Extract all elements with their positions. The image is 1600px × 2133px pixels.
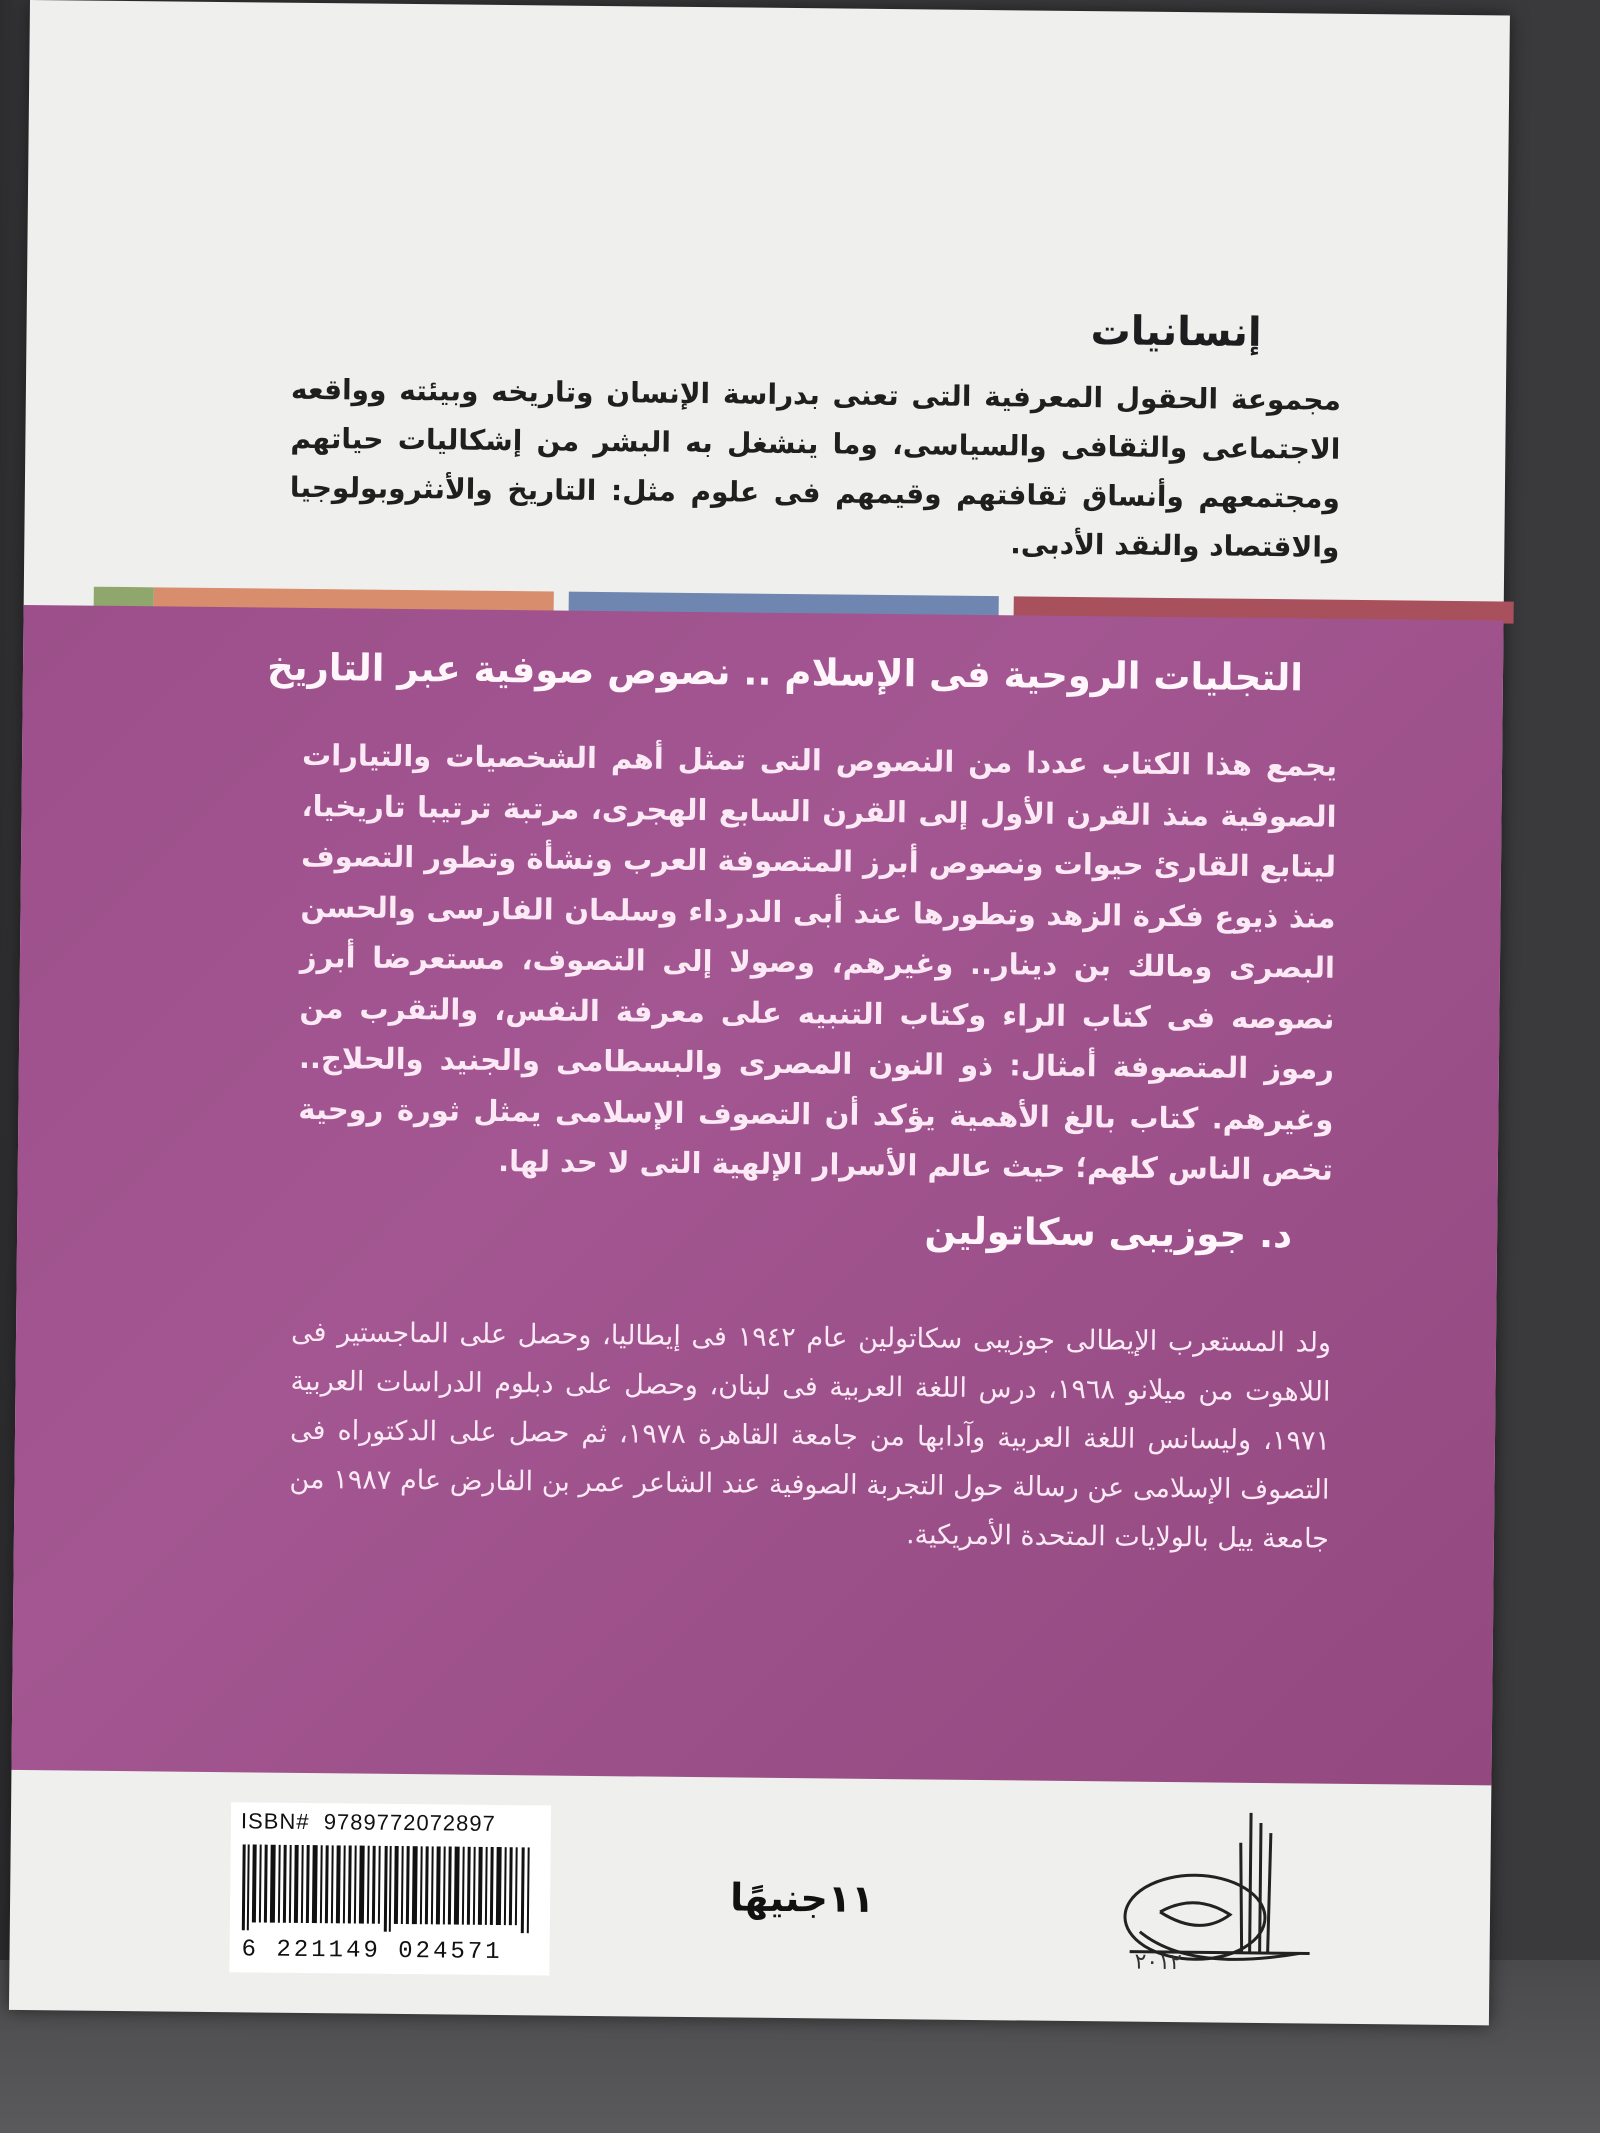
- isbn-line: [241, 1808, 496, 1837]
- purple-panel: [11, 605, 1503, 1785]
- barcode-label: [229, 1802, 551, 1975]
- publisher-year: ٢٠١٢: [1134, 1949, 1182, 1976]
- barcode-bars: [238, 1844, 539, 1933]
- isbn-label: ISBN#: [240, 1808, 310, 1835]
- barcode-number: 6 221149 024571: [241, 1936, 503, 1967]
- book-title: التجليات الروحية فى الإسلام .. نصوص صوفية عبر التاريخ: [266, 645, 1304, 700]
- isbn-number: 9789772072897: [323, 1809, 496, 1836]
- author-name: د. جوزيبى سكاتولين: [924, 1209, 1293, 1257]
- book-description: يجمع هذا الكتاب عددا من النصوص التى تمثل أهم الشخصيات والتيارات الصوفية منذ القرن الأول إلى القرن السابع الهجرى، مرتبة ترتيبا تاريخيا، ليتابع القارئ حيوات ونصوص أبرز المتصوفة العرب ونشأة وتطور التصوف منذ ذيوع فكرة الزهد وتطورها عند أبى الدرداء وسلمان الفارسى والحسن البصرى ومالك بن دينار.. وغيرهم، وصولا إلى التصوف، مستعرضا أبرز نصوصه فى كتاب الراء وكتاب التنبيه على معرفة النفس، والتقرب من رموز المتصوفة أمثال: ذو النون المصرى والبسطامى والجنيد والحلاج.. وغيرهم. كتاب بالغ الأهمية يؤكد أن التصوف الإسلامى يمثل ثورة روحية تخص الناس كلهم؛ حيث عالم الأسرار الإلهية التى لا حد لها.: [298, 737, 1338, 1187]
- price: ١١جنيهًا: [729, 1875, 875, 1921]
- book-back-cover: [9, 0, 1510, 2025]
- series-description: مجموعة الحقول المعرفية التى تعنى بدراسة الإنسان وتاريخه وبيئته وواقعه الاجتماعى والثقافى والسياسى، وما ينشغل به البشر من إشكاليات حياتهم ومجتمعهم وأنساق ثقافتهم وقيمهم فى علوم مثل: التاريخ والأنثروبولوجيا والاقتصاد والنقد الأدبى.: [289, 372, 1342, 564]
- author-bio: ولد المستعرب الإيطالى جوزيبى سكاتولين عام ١٩٤٢ فى إيطاليا، وحصل على الماجستير فى اللاهوت من ميلانو ١٩٦٨، درس اللغة العربية فى لبنان، وحصل على دبلوم الدراسات العربية ١٩٧١، وليسانس اللغة العربية وآدابها من جامعة القاهرة ١٩٧٨، ثم حصل على الدكتوراه فى التصوف الإسلامى عن رسالة حول التجربة الصوفية عند الشاعر عمر بن الفارض عام ١٩٨٧ من جامعة ييل بالولايات المتحدة الأمريكية.: [289, 1316, 1332, 1555]
- series-title: إنسانيات: [1090, 308, 1262, 356]
